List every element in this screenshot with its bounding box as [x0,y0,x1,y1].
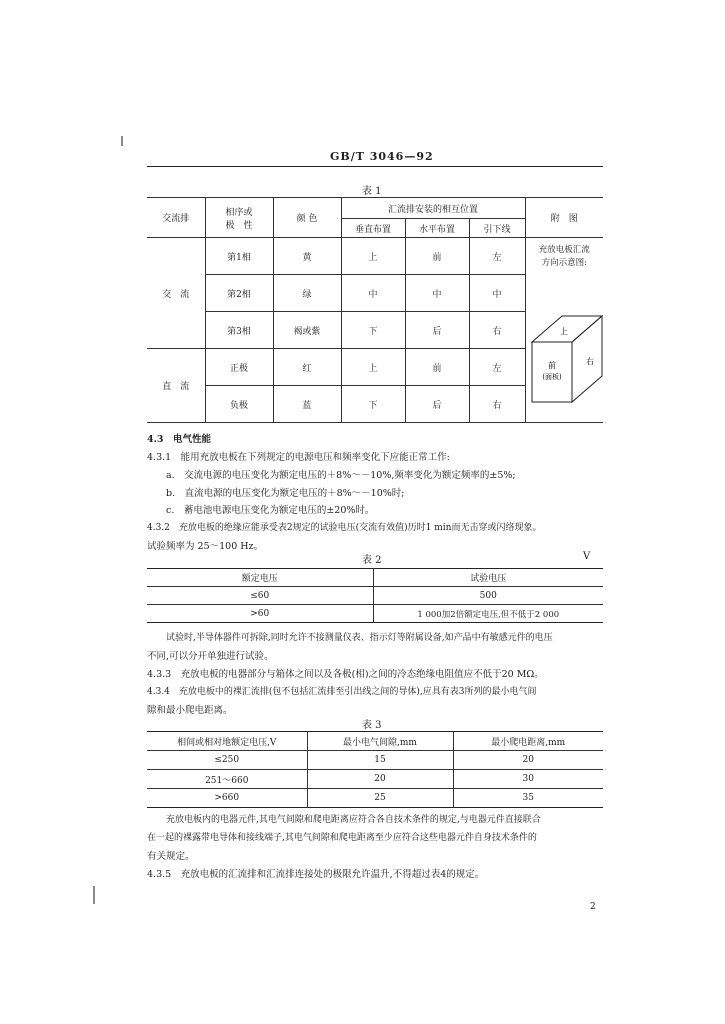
test-note-line1: 试验时,半导体器件可拆除,同时允许不接测量仪表、指示灯等附属设备,如产品中有敏感元件的电压 [166,633,553,643]
after3-line2: 在一起的裸露带电导体和接线端子,其电气间隙和爬电距离至少应符合这些电器元件自身技术条件的 [147,833,537,843]
table-cell: 红 [273,349,341,386]
table-cell: 15 [307,751,453,770]
table-cell: 正极 [205,349,273,386]
table1 [147,197,603,423]
table-cell: 20 [453,751,603,770]
test-note-line2: 不同,可以分开单独进行试验。 [147,651,274,662]
col-position-group: 汇流排安装的相互位置 [341,198,525,219]
item-c: c. 蓄电池电源电压变化为额定电压的±20%时。 [166,505,375,516]
scan-mark [93,886,95,904]
table-cell: 251～660 [147,770,307,789]
table-cell: 中 [341,275,405,312]
col-lead: 引下线 [469,219,525,238]
paragraph-434: 4.3.4 充放电板中的裸汇流排(包不包括汇流排至引出线之间的导体),应具有表3所列的最小电气间 [147,687,537,697]
table-cell: 负极 [205,386,273,423]
table-cell: 20 [307,770,453,789]
table-cell: 下 [341,312,405,349]
table-cell: 25 [307,789,453,808]
col-diagram: 附 图 [525,198,603,238]
diagram-right-label: 右 [585,357,594,366]
table-cell: 后 [405,312,469,349]
box-diagram [528,302,604,412]
table-cell: 中 [469,275,525,312]
table-cell: >660 [214,793,240,803]
table-cell: 上 [341,238,405,275]
paragraph-433: 4.3.3 充放电板的电器部分与箱体之间以及各极(相)之间的冷态绝缘电阻值应不低于20 MΩ。 [147,669,544,680]
table3-caption: 表 3 [362,720,382,731]
table-cell: 第3相 [205,312,273,349]
diagram-top-label: 上 [559,327,568,336]
scan-mark [121,136,123,146]
table-cell: 右 [469,312,525,349]
table3-header-voltage: 相间或相对地额定电压,V [147,732,307,751]
table-cell: 第1相 [205,238,273,275]
table-cell: 右 [469,386,525,423]
table2-caption: 表 2 [362,555,382,566]
table-cell: 蓝 [273,386,341,423]
table-cell: 褐或紫 [273,312,341,349]
col-vertical: 垂直布置 [341,219,405,238]
table-cell: 下 [341,386,405,423]
diagram-front-sublabel: (面板) [541,373,562,381]
table1-caption: 表 1 [362,186,382,197]
col-phase-line2: 极 性 [225,220,253,231]
diagram-front-label: 前 [547,361,556,370]
header-rule [147,166,603,167]
table2-unit: V [583,551,591,562]
table-cell: ≤250 [147,751,307,770]
item-a: a. 交流电源的电压变化为额定电压的＋8%～－10%,频率变化为额定频率的±5%; [166,470,516,481]
diagram-caption-line2: 方向示意图: [541,258,587,268]
paragraph-432: 4.3.2 充放电板的绝缘应能承受表2规定的试验电压(交流有效值)历时1 min而无击穿或闪络现象。 [147,523,542,533]
paragraph-434-cont: 隙和最小爬电距离。 [147,705,233,716]
page-number: 2 [590,902,596,912]
table-cell: 35 [453,789,603,808]
table-cell: 1 000加2倍额定电压,但不低于2 000 [373,605,603,623]
dc-label: 直 流 [147,349,205,423]
table-cell: 黄 [273,238,341,275]
after3-line3: 有关规定。 [147,851,195,862]
document-header: GB/T 3046—92 [330,150,434,163]
col-type: 交流排 [147,198,205,238]
table-cell: 中 [405,275,469,312]
table-cell: >60 [250,608,270,619]
table3 [147,731,603,808]
section-title: 4.3 电气性能 [147,434,212,445]
table-cell: 左 [469,349,525,386]
col-horizontal: 水平布置 [405,219,469,238]
diagram-cell [525,238,603,423]
table-cell: 30 [453,770,603,789]
table-cell: 第2相 [205,275,273,312]
table-cell: 后 [405,386,469,423]
table-cell: 左 [469,238,525,275]
col-phase [205,198,273,238]
paragraph-432-cont: 试验频率为 25～100 Hz。 [147,541,264,552]
table2-header-test: 试验电压 [373,569,603,587]
table-cell: 前 [405,349,469,386]
diagram-caption-line1: 充放电板汇流 [538,245,590,255]
paragraph-435: 4.3.5 充放电板的汇流排和汇流排连接处的极限允许温升,不得超过表4的规定。 [147,869,485,880]
table-cell: ≤60 [147,587,373,605]
col-color: 颜 色 [273,198,341,238]
table3-header-creepage: 最小爬电距离,mm [453,732,603,751]
table-cell: 绿 [273,275,341,312]
table2-header-rated: 额定电压 [147,569,373,587]
ac-label: 交 流 [147,238,205,349]
table2 [147,568,603,623]
after3-line1: 充放电板内的电器元件,其电气间隙和爬电距离应符合各自技术条件的规定,与电器元件直接联合 [166,815,541,825]
table-cell: 500 [373,587,603,605]
table-cell: 上 [341,349,405,386]
col-phase-line1: 相序或 [225,207,253,218]
table3-header-clearance: 最小电气间隙,mm [307,732,453,751]
paragraph-431: 4.3.1 能用充放电板在下列规定的电源电压和频率变化下应能正常工作: [147,452,450,463]
table-cell: 前 [405,238,469,275]
item-b: b. 直流电源的电压变化为额定电压的＋8%～－10%时; [166,488,405,499]
